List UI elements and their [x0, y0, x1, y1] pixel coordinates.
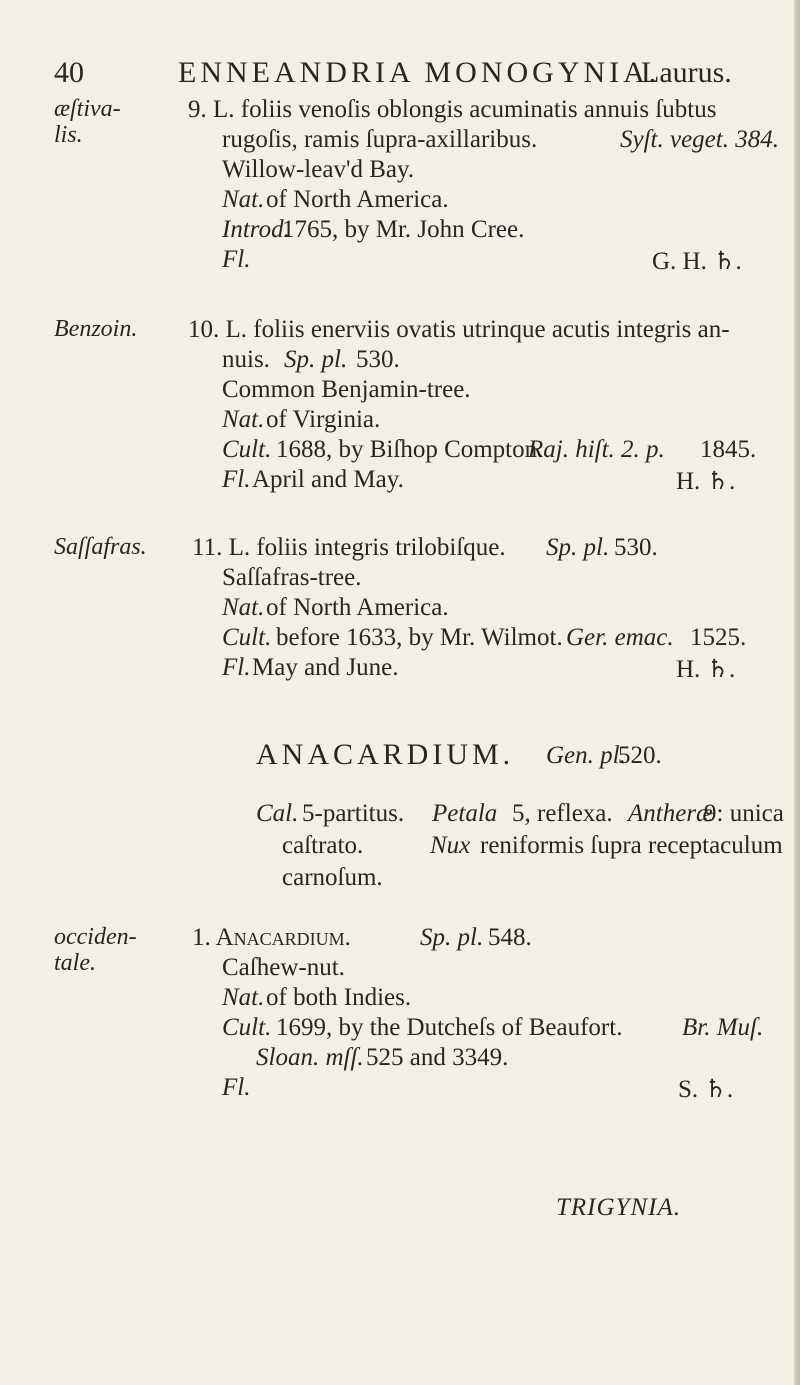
margin-name-aestivalis-1: æſtiva-	[54, 96, 121, 122]
entry-10-ref: Sp. pl.	[284, 346, 348, 373]
margin-name-occidentale-2: tale.	[54, 950, 96, 976]
entry-9-nat-text: of North America.	[266, 186, 449, 213]
entry-11-ger-ref: Ger. emac.	[566, 624, 674, 651]
genus-petala-text: 5, reflexa.	[512, 800, 613, 827]
entry-9-line-2: rugoſis, ramis ſupra-axillaribus.	[222, 126, 538, 153]
entry-10-cult-text: 1688, by Biſhop Compton.	[276, 436, 544, 463]
entry-10-cult-label: Cult.	[222, 436, 272, 463]
running-title: ENNEANDRIA MONOGYNIA.	[178, 56, 661, 89]
entry-10-fl-label: Fl.	[222, 466, 251, 493]
genus-line-2-start: caſtrato.	[282, 832, 364, 859]
catchword: TRIGYNIA.	[556, 1194, 681, 1221]
entry-10-common-name: Common Benjamin-tree.	[222, 376, 471, 403]
entry-11-common-name: Saſſafras-tree.	[222, 564, 362, 591]
entry-11-line-1: 11. L. foliis integris trilobiſque.	[192, 534, 506, 561]
entry-10-ref-num: 530.	[356, 346, 400, 373]
species-nat-text: of both Indies.	[266, 984, 412, 1011]
genus-tag: Laurus.	[641, 56, 732, 89]
genus-line-3: carnoſum.	[282, 864, 383, 891]
margin-name-aestivalis-2: lis.	[54, 122, 83, 148]
species-cult-label: Cult.	[222, 1014, 272, 1041]
entry-9-fl-label: Fl.	[222, 246, 251, 273]
margin-name-sassafras: Saſſafras.	[54, 534, 147, 560]
genus-petala-label: Petala	[432, 800, 498, 827]
entry-9-common-name: Willow-leav'd Bay.	[222, 156, 415, 183]
species-ref: Sp. pl.	[420, 924, 484, 951]
page-number: 40	[54, 56, 84, 89]
entry-11-fl-text: May and June.	[252, 654, 399, 681]
genus-antherae-label: Antheræ	[628, 800, 713, 827]
species-habit: S. ♄.	[678, 1076, 734, 1103]
margin-name-occidentale-1: occiden-	[54, 924, 137, 950]
species-cult-text: 1699, by the Dutcheſs of Beaufort.	[276, 1014, 623, 1041]
genus-nux-label: Nux	[430, 832, 471, 859]
species-fl-label: Fl.	[222, 1074, 251, 1101]
entry-11-fl-label: Fl.	[222, 654, 251, 681]
margin-name-benzoin: Benzoin.	[54, 316, 138, 342]
entry-10-habit: H. ♄.	[676, 468, 736, 495]
entry-11-nat-label: Nat.	[222, 594, 265, 621]
entry-9-line-1: 9. L. foliis venoſis oblongis acuminatis annuis ſubtus	[188, 96, 717, 123]
entry-9-introd-text: 1765, by Mr. John Cree.	[282, 216, 525, 243]
entry-10-nat-text: of Virginia.	[266, 406, 381, 433]
entry-10-raj-ref: Raj. hiſt. 2. p.	[528, 436, 665, 463]
entry-10-nat-label: Nat.	[222, 406, 265, 433]
entry-9-habit: G. H. ♄.	[652, 248, 742, 275]
page-edge-shadow	[794, 0, 800, 1385]
genus-ref-num: 520.	[618, 742, 662, 769]
entry-9-introd-label: Introd.	[222, 216, 290, 243]
species-nat-label: Nat.	[222, 984, 265, 1011]
entry-11-cult-text: before 1633, by Mr. Wilmot.	[276, 624, 563, 651]
genus-antherae-text: 9: unica	[704, 800, 784, 827]
entry-11-cult-label: Cult.	[222, 624, 272, 651]
entry-9-nat-label: Nat.	[222, 186, 265, 213]
species-ref-num: 548.	[488, 924, 532, 951]
genus-cal-text: 5-partitus.	[302, 800, 405, 827]
species-br-ref: Br. Muſ.	[682, 1014, 764, 1041]
entry-10-line-2: nuis.	[222, 346, 270, 373]
entry-11-nat-text: of North America.	[266, 594, 449, 621]
genus-ref: Gen. pl.	[546, 742, 626, 769]
genus-nux-text: reniformis ſupra receptaculum	[480, 832, 783, 859]
entry-11-ref: Sp. pl.	[546, 534, 610, 561]
species-sloan-nums: 525 and 3349.	[366, 1044, 509, 1071]
entry-10-raj-num: 1845.	[700, 436, 757, 463]
species-name: 1. Anacardium.	[192, 924, 351, 951]
entry-11-ger-num: 1525.	[690, 624, 747, 651]
species-sloan-ref: Sloan. mſſ.	[256, 1044, 364, 1071]
genus-heading: ANACARDIUM.	[256, 738, 515, 771]
species-common-name: Caſhew-nut.	[222, 954, 345, 981]
entry-9-ref: Syſt. veget. 384.	[620, 126, 779, 153]
entry-11-habit: H. ♄.	[676, 656, 736, 683]
entry-10-line-1: 10. L. foliis enerviis ovatis utrinque acutis integris an-	[188, 316, 730, 343]
entry-11-ref-num: 530.	[614, 534, 658, 561]
entry-10-fl-text: April and May.	[252, 466, 404, 493]
genus-cal-label: Cal.	[256, 800, 299, 827]
